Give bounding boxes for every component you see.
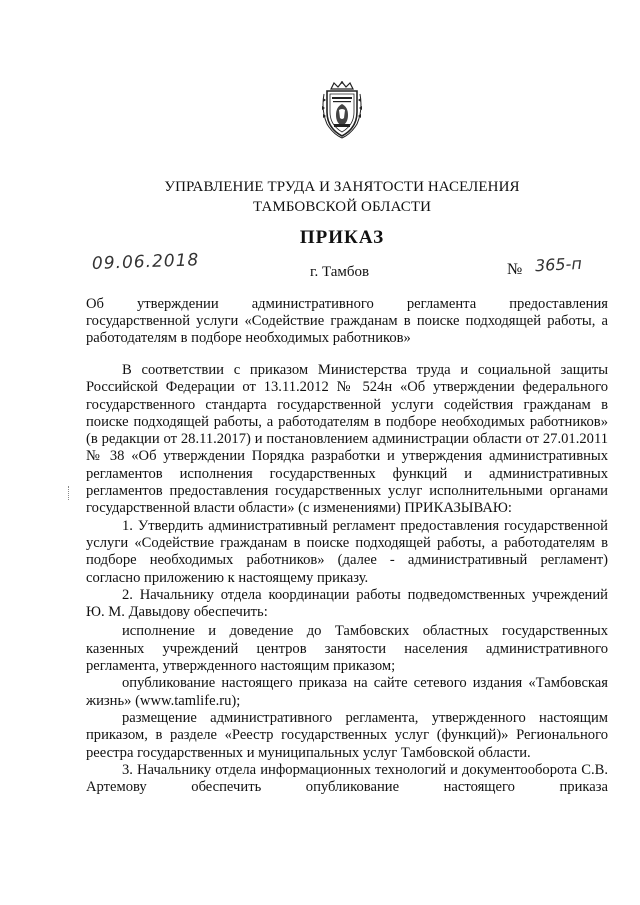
item-2a-paragraph: исполнение и доведение до Тамбовских областных государственных казенных учреждений центров занятости населения административного регламента, утвержденного настоящим приказом;: [86, 623, 608, 675]
item-1-paragraph: 1. Утвердить административный регламент предоставления государственной услуги «Содействие гражданам в поиске подходящей работы, а работодателям в подборе необходимых работников» (далее - административный регламент) согласно приложению к настоящему приказу.: [86, 517, 608, 586]
subject-rest: государственной услуги «Содействие гражданам в поиске подходящей работы, а работодателям в подборе необходимых работников»: [86, 313, 608, 346]
document-type: ПРИКАЗ: [299, 227, 385, 248]
coat-of-arms-icon: [318, 80, 366, 140]
subject-line1: Об утверждении административного регламента предоставления: [86, 296, 608, 312]
handwritten-date: 09.06.2018: [91, 250, 200, 274]
document-body: [86, 362, 608, 796]
handwritten-number: 365-п: [534, 253, 583, 276]
item-2-paragraph: 2. Начальнику отдела координации работы подведомственных учреждений Ю. М. Давыдову обеспечить:: [86, 586, 608, 621]
number-label: №: [507, 261, 523, 278]
department-line1: УПРАВЛЕНИЕ ТРУДА И ЗАНЯТОСТИ НАСЕЛЕНИЯ: [164, 179, 520, 195]
item-2c-paragraph: размещение административного регламента, утвержденного настоящим приказом, в разделе «Реестр государственных услуг (функций)» Регионального реестра государственных и муниципальных услуг Тамбовской области.: [86, 709, 608, 761]
preamble-paragraph: В соответствии с приказом Министерства труда и социальной защиты Российской Федерации от 13.11.2012 № 524н «Об утверждении федерального государственного стандарта государственной услуги содействия гражданам в поиске подходящей работы, а работодателям в подборе необходимых работников» (в редакции от 28.11.2017) и постановлением администрации области от 27.01.2011 № 38 «Об утверждении Порядка разработки и утверждения административных регламентов исполнения государственных функций и административных регламентов предоставления государственных услуг исполнительными органами государственной власти области» (с изменениями) ПРИКАЗЫВАЮ:: [86, 362, 608, 517]
city-name: г. Тамбов: [310, 264, 370, 280]
item-2b-paragraph: опубликование настоящего приказа на сайте сетевого издания «Тамбовская жизнь» (www.tamlife.ru);: [86, 675, 608, 709]
department-name: [86, 177, 598, 217]
item-3-paragraph: 3. Начальнику отдела информационных технологий и документооборота С.В. Артемову обеспечить опубликование настоящего приказа: [86, 761, 608, 796]
margin-mark: [68, 486, 71, 500]
document-subject: [86, 296, 608, 347]
department-line2: ТАМБОВСКОЙ ОБЛАСТИ: [252, 199, 432, 215]
